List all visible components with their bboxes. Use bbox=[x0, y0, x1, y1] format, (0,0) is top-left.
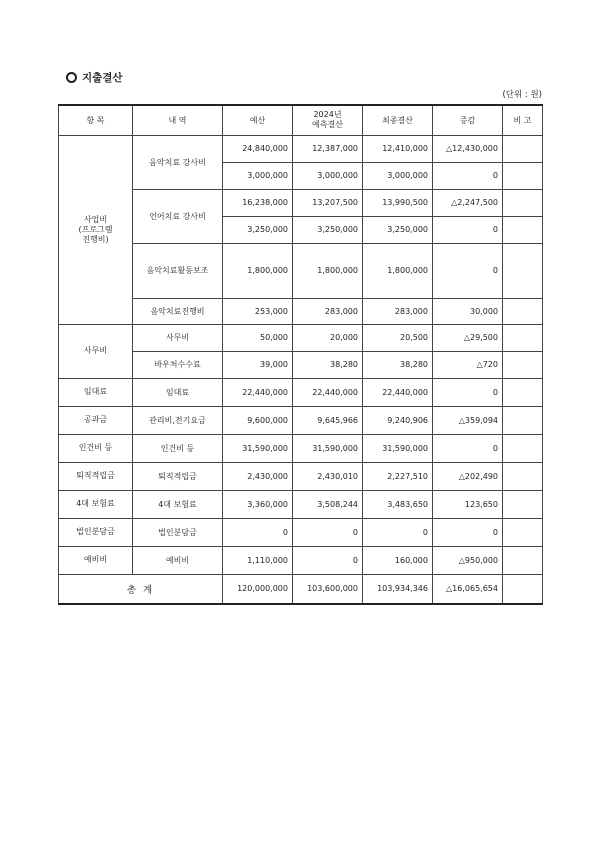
expense-settlement-table bbox=[58, 104, 543, 605]
category-cell: 퇴직적립금 bbox=[59, 462, 133, 490]
header-note: 비 고 bbox=[503, 105, 543, 135]
forecast-cell: 0 bbox=[293, 546, 363, 574]
table-row bbox=[59, 135, 543, 162]
note-cell bbox=[503, 298, 543, 324]
item-cell: 임대료 bbox=[133, 378, 223, 406]
note-cell bbox=[503, 324, 543, 351]
note-cell bbox=[503, 490, 543, 518]
section-header bbox=[66, 70, 123, 85]
forecast-cell: 12,387,000 bbox=[293, 135, 363, 162]
total-final: 103,934,346 bbox=[363, 574, 433, 604]
note-cell bbox=[503, 546, 543, 574]
final-cell: 0 bbox=[363, 518, 433, 546]
diff-cell: △359,094 bbox=[433, 406, 503, 434]
note-cell bbox=[503, 135, 543, 162]
header-budget: 예산 bbox=[223, 105, 293, 135]
item-cell: 음악치료진행비 bbox=[133, 298, 223, 324]
diff-cell: △202,490 bbox=[433, 462, 503, 490]
note-cell bbox=[503, 216, 543, 243]
final-cell: 283,000 bbox=[363, 298, 433, 324]
category-cell: 사업비 (프로그램 진행비) bbox=[59, 135, 133, 324]
budget-cell: 22,440,000 bbox=[223, 378, 293, 406]
table-row bbox=[59, 324, 543, 351]
diff-cell: 0 bbox=[433, 378, 503, 406]
forecast-cell: 31,590,000 bbox=[293, 434, 363, 462]
header-final: 최종결산 bbox=[363, 105, 433, 135]
item-cell: 퇴직적립금 bbox=[133, 462, 223, 490]
header-item: 내 역 bbox=[133, 105, 223, 135]
item-cell: 인건비 등 bbox=[133, 434, 223, 462]
item-cell: 예비비 bbox=[133, 546, 223, 574]
forecast-cell: 9,645,966 bbox=[293, 406, 363, 434]
item-cell: 사무비 bbox=[133, 324, 223, 351]
header-category: 항 목 bbox=[59, 105, 133, 135]
note-cell bbox=[503, 243, 543, 298]
forecast-cell: 0 bbox=[293, 518, 363, 546]
diff-cell: 0 bbox=[433, 162, 503, 189]
note-cell bbox=[503, 434, 543, 462]
total-row bbox=[59, 574, 543, 604]
budget-cell: 9,600,000 bbox=[223, 406, 293, 434]
header-forecast: 2024년 예측결산 bbox=[293, 105, 363, 135]
diff-cell: △29,500 bbox=[433, 324, 503, 351]
item-cell: 법인분담금 bbox=[133, 518, 223, 546]
final-cell: 3,483,650 bbox=[363, 490, 433, 518]
final-cell: 9,240,906 bbox=[363, 406, 433, 434]
diff-cell: △950,000 bbox=[433, 546, 503, 574]
forecast-cell: 22,440,000 bbox=[293, 378, 363, 406]
forecast-cell: 13,207,500 bbox=[293, 189, 363, 216]
total-note bbox=[503, 574, 543, 604]
budget-cell: 50,000 bbox=[223, 324, 293, 351]
budget-cell: 3,250,000 bbox=[223, 216, 293, 243]
table-row bbox=[59, 406, 543, 434]
forecast-cell: 283,000 bbox=[293, 298, 363, 324]
final-cell: 3,250,000 bbox=[363, 216, 433, 243]
final-cell: 13,990,500 bbox=[363, 189, 433, 216]
table-row bbox=[59, 434, 543, 462]
forecast-cell: 3,000,000 bbox=[293, 162, 363, 189]
circle-bullet-icon bbox=[66, 72, 77, 83]
diff-cell: 0 bbox=[433, 434, 503, 462]
budget-cell: 1,800,000 bbox=[223, 243, 293, 298]
item-cell: 4대 보험료 bbox=[133, 490, 223, 518]
total-forecast: 103,600,000 bbox=[293, 574, 363, 604]
budget-cell: 2,430,000 bbox=[223, 462, 293, 490]
budget-cell: 24,840,000 bbox=[223, 135, 293, 162]
note-cell bbox=[503, 351, 543, 378]
category-cell: 인건비 등 bbox=[59, 434, 133, 462]
budget-cell: 0 bbox=[223, 518, 293, 546]
budget-cell: 3,360,000 bbox=[223, 490, 293, 518]
table-row bbox=[59, 462, 543, 490]
header-diff: 증감 bbox=[433, 105, 503, 135]
forecast-cell: 38,280 bbox=[293, 351, 363, 378]
item-cell: 관리비,전기요금 bbox=[133, 406, 223, 434]
total-label: 총 계 bbox=[59, 574, 223, 604]
final-cell: 160,000 bbox=[363, 546, 433, 574]
category-cell: 법인분담금 bbox=[59, 518, 133, 546]
forecast-cell: 3,508,244 bbox=[293, 490, 363, 518]
final-cell: 3,000,000 bbox=[363, 162, 433, 189]
budget-cell: 16,238,000 bbox=[223, 189, 293, 216]
diff-cell: 30,000 bbox=[433, 298, 503, 324]
category-cell: 임대료 bbox=[59, 378, 133, 406]
note-cell bbox=[503, 406, 543, 434]
diff-cell: 0 bbox=[433, 518, 503, 546]
table-row bbox=[59, 518, 543, 546]
final-cell: 20,500 bbox=[363, 324, 433, 351]
final-cell: 38,280 bbox=[363, 351, 433, 378]
budget-cell: 31,590,000 bbox=[223, 434, 293, 462]
note-cell bbox=[503, 189, 543, 216]
note-cell bbox=[503, 378, 543, 406]
total-budget: 120,000,000 bbox=[223, 574, 293, 604]
final-cell: 22,440,000 bbox=[363, 378, 433, 406]
diff-cell: 123,650 bbox=[433, 490, 503, 518]
table-row bbox=[59, 490, 543, 518]
item-cell: 언어치료 강사비 bbox=[133, 189, 223, 243]
category-cell: 4대 보험료 bbox=[59, 490, 133, 518]
forecast-cell: 3,250,000 bbox=[293, 216, 363, 243]
forecast-cell: 2,430,010 bbox=[293, 462, 363, 490]
budget-cell: 3,000,000 bbox=[223, 162, 293, 189]
final-cell: 31,590,000 bbox=[363, 434, 433, 462]
diff-cell: △720 bbox=[433, 351, 503, 378]
note-cell bbox=[503, 162, 543, 189]
diff-cell: 0 bbox=[433, 243, 503, 298]
category-cell: 사무비 bbox=[59, 324, 133, 378]
item-cell: 음악치료활동보조 bbox=[133, 243, 223, 298]
category-cell: 공과금 bbox=[59, 406, 133, 434]
header-row bbox=[59, 105, 543, 135]
item-cell: 음악치료 강사비 bbox=[133, 135, 223, 189]
diff-cell: △2,247,500 bbox=[433, 189, 503, 216]
forecast-cell: 20,000 bbox=[293, 324, 363, 351]
total-diff: △16,065,654 bbox=[433, 574, 503, 604]
category-cell: 예비비 bbox=[59, 546, 133, 574]
forecast-cell: 1,800,000 bbox=[293, 243, 363, 298]
budget-cell: 253,000 bbox=[223, 298, 293, 324]
final-cell: 2,227,510 bbox=[363, 462, 433, 490]
table-row bbox=[59, 378, 543, 406]
table-row bbox=[59, 546, 543, 574]
final-cell: 12,410,000 bbox=[363, 135, 433, 162]
budget-cell: 39,000 bbox=[223, 351, 293, 378]
budget-cell: 1,110,000 bbox=[223, 546, 293, 574]
note-cell bbox=[503, 518, 543, 546]
final-cell: 1,800,000 bbox=[363, 243, 433, 298]
section-title: 지출결산 bbox=[82, 72, 123, 84]
note-cell bbox=[503, 462, 543, 490]
item-cell: 바우처수수료 bbox=[133, 351, 223, 378]
diff-cell: △12,430,000 bbox=[433, 135, 503, 162]
diff-cell: 0 bbox=[433, 216, 503, 243]
unit-note: (단위 : 원) bbox=[502, 90, 542, 100]
